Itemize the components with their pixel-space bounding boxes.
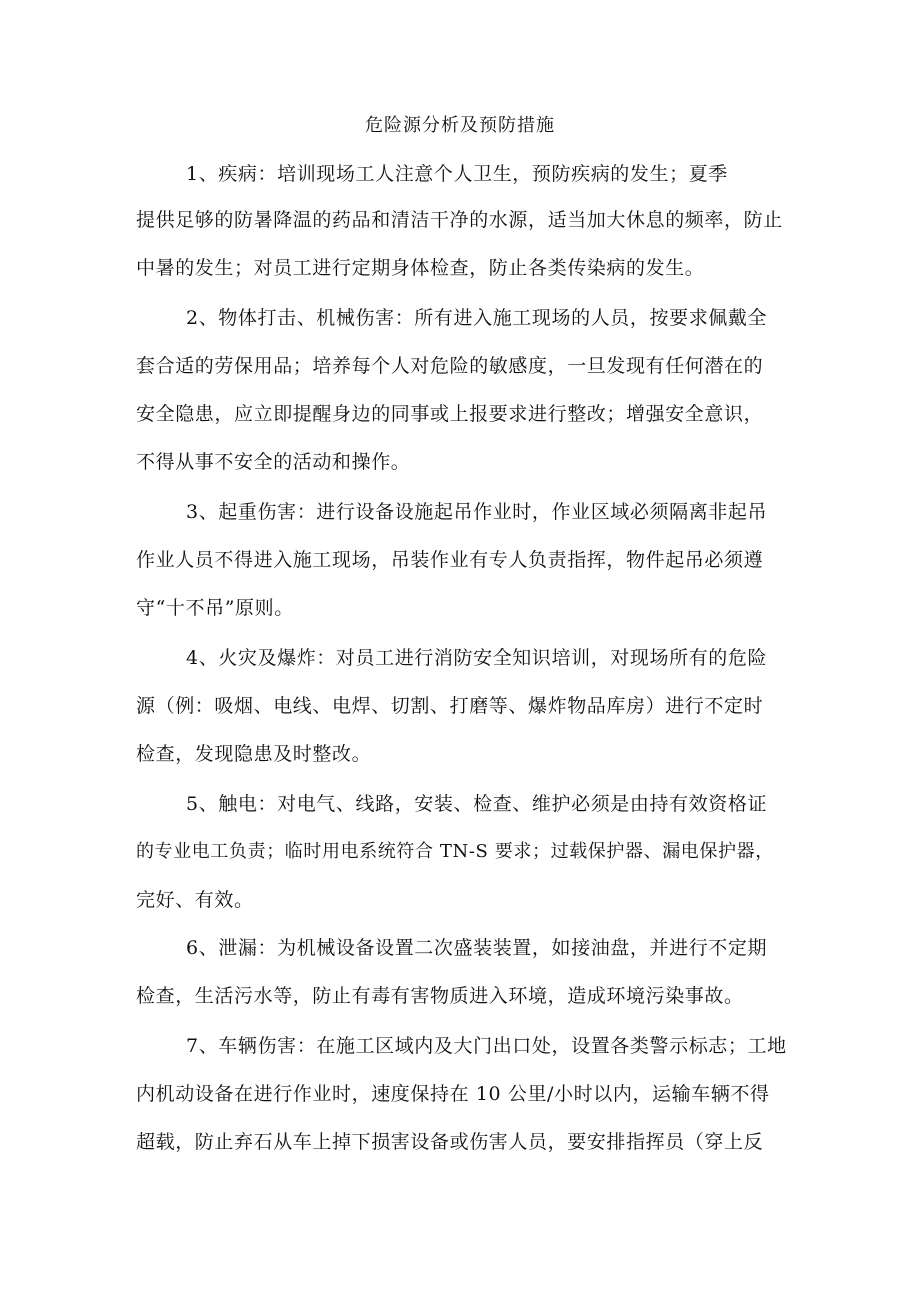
- paragraph-7-line-2: 内机动设备在进行作业时，速度保持在 10 公里/小时以内，运输车辆不得: [136, 1083, 770, 1105]
- paragraph-4-line-1: 4、火灾及爆炸：对员工进行消防安全知识培训，对现场所有的危险: [186, 647, 768, 669]
- paragraph-5-line-2: 的专业电工负责；临时用电系统符合 TN-S 要求；过载保护器、漏电保护器，: [136, 841, 774, 862]
- paragraph-3-line-3: 守“十不吊”原则。: [136, 597, 294, 619]
- paragraph-7-line-1: 7、车辆伤害：在施工区域内及大门出口处，设置各类警示标志；工地: [186, 1035, 787, 1057]
- paragraph-2-line-3: 安全隐患，应立即提醒身边的同事或上报要求进行整改；增强安全意识，: [136, 403, 764, 425]
- paragraph-1-line-1: 1、疾病：培训现场工人注意个人卫生，预防疾病的发生；夏季: [186, 163, 728, 185]
- paragraph-1-line-2: 提供足够的防暑降温的药品和清洁干净的水源，适当加大休息的频率，防止: [136, 209, 783, 231]
- document-title: 危险源分析及预防措施: [365, 115, 555, 136]
- paragraph-2-line-1: 2、物体打击、机械伤害：所有进入施工现场的人员，按要求佩戴全: [186, 307, 768, 329]
- paragraph-5-line-3: 完好、有效。: [136, 889, 254, 911]
- paragraph-1-line-3: 中暑的发生；对员工进行定期身体检查，防止各类传染病的发生。: [136, 257, 705, 279]
- paragraph-3-line-2: 作业人员不得进入施工现场，吊装作业有专人负责指挥，物件起吊必须遵: [136, 549, 764, 571]
- paragraph-6-line-2: 检查，生活污水等，防止有毒有害物质进入环境，造成环境污染事故。: [136, 985, 744, 1007]
- paragraph-4-line-2: 源（例：吸烟、电线、电焊、切割、打磨等、爆炸物品库房）进行不定时: [136, 695, 764, 717]
- paragraph-5-line-1: 5、触电：对电气、线路，安装、检查、维护必须是由持有效资格证: [186, 793, 768, 815]
- paragraph-7-line-3: 超载，防止弃石从车上掉下损害设备或伤害人员，要安排指挥员（穿上反: [136, 1131, 764, 1153]
- paragraph-6-line-1: 6、泄漏：为机械设备设置二次盛装装置，如接油盘，并进行不定期: [186, 937, 768, 959]
- paragraph-2-line-4: 不得从事不安全的活动和操作。: [136, 451, 411, 473]
- paragraph-2-line-2: 套合适的劳保用品；培养每个人对危险的敏感度，一旦发现有任何潜在的: [136, 355, 764, 377]
- paragraph-4-line-3: 检查，发现隐患及时整改。: [136, 743, 372, 765]
- paragraph-3-line-1: 3、起重伤害：进行设备设施起吊作业时，作业区域必须隔离非起吊: [186, 501, 768, 523]
